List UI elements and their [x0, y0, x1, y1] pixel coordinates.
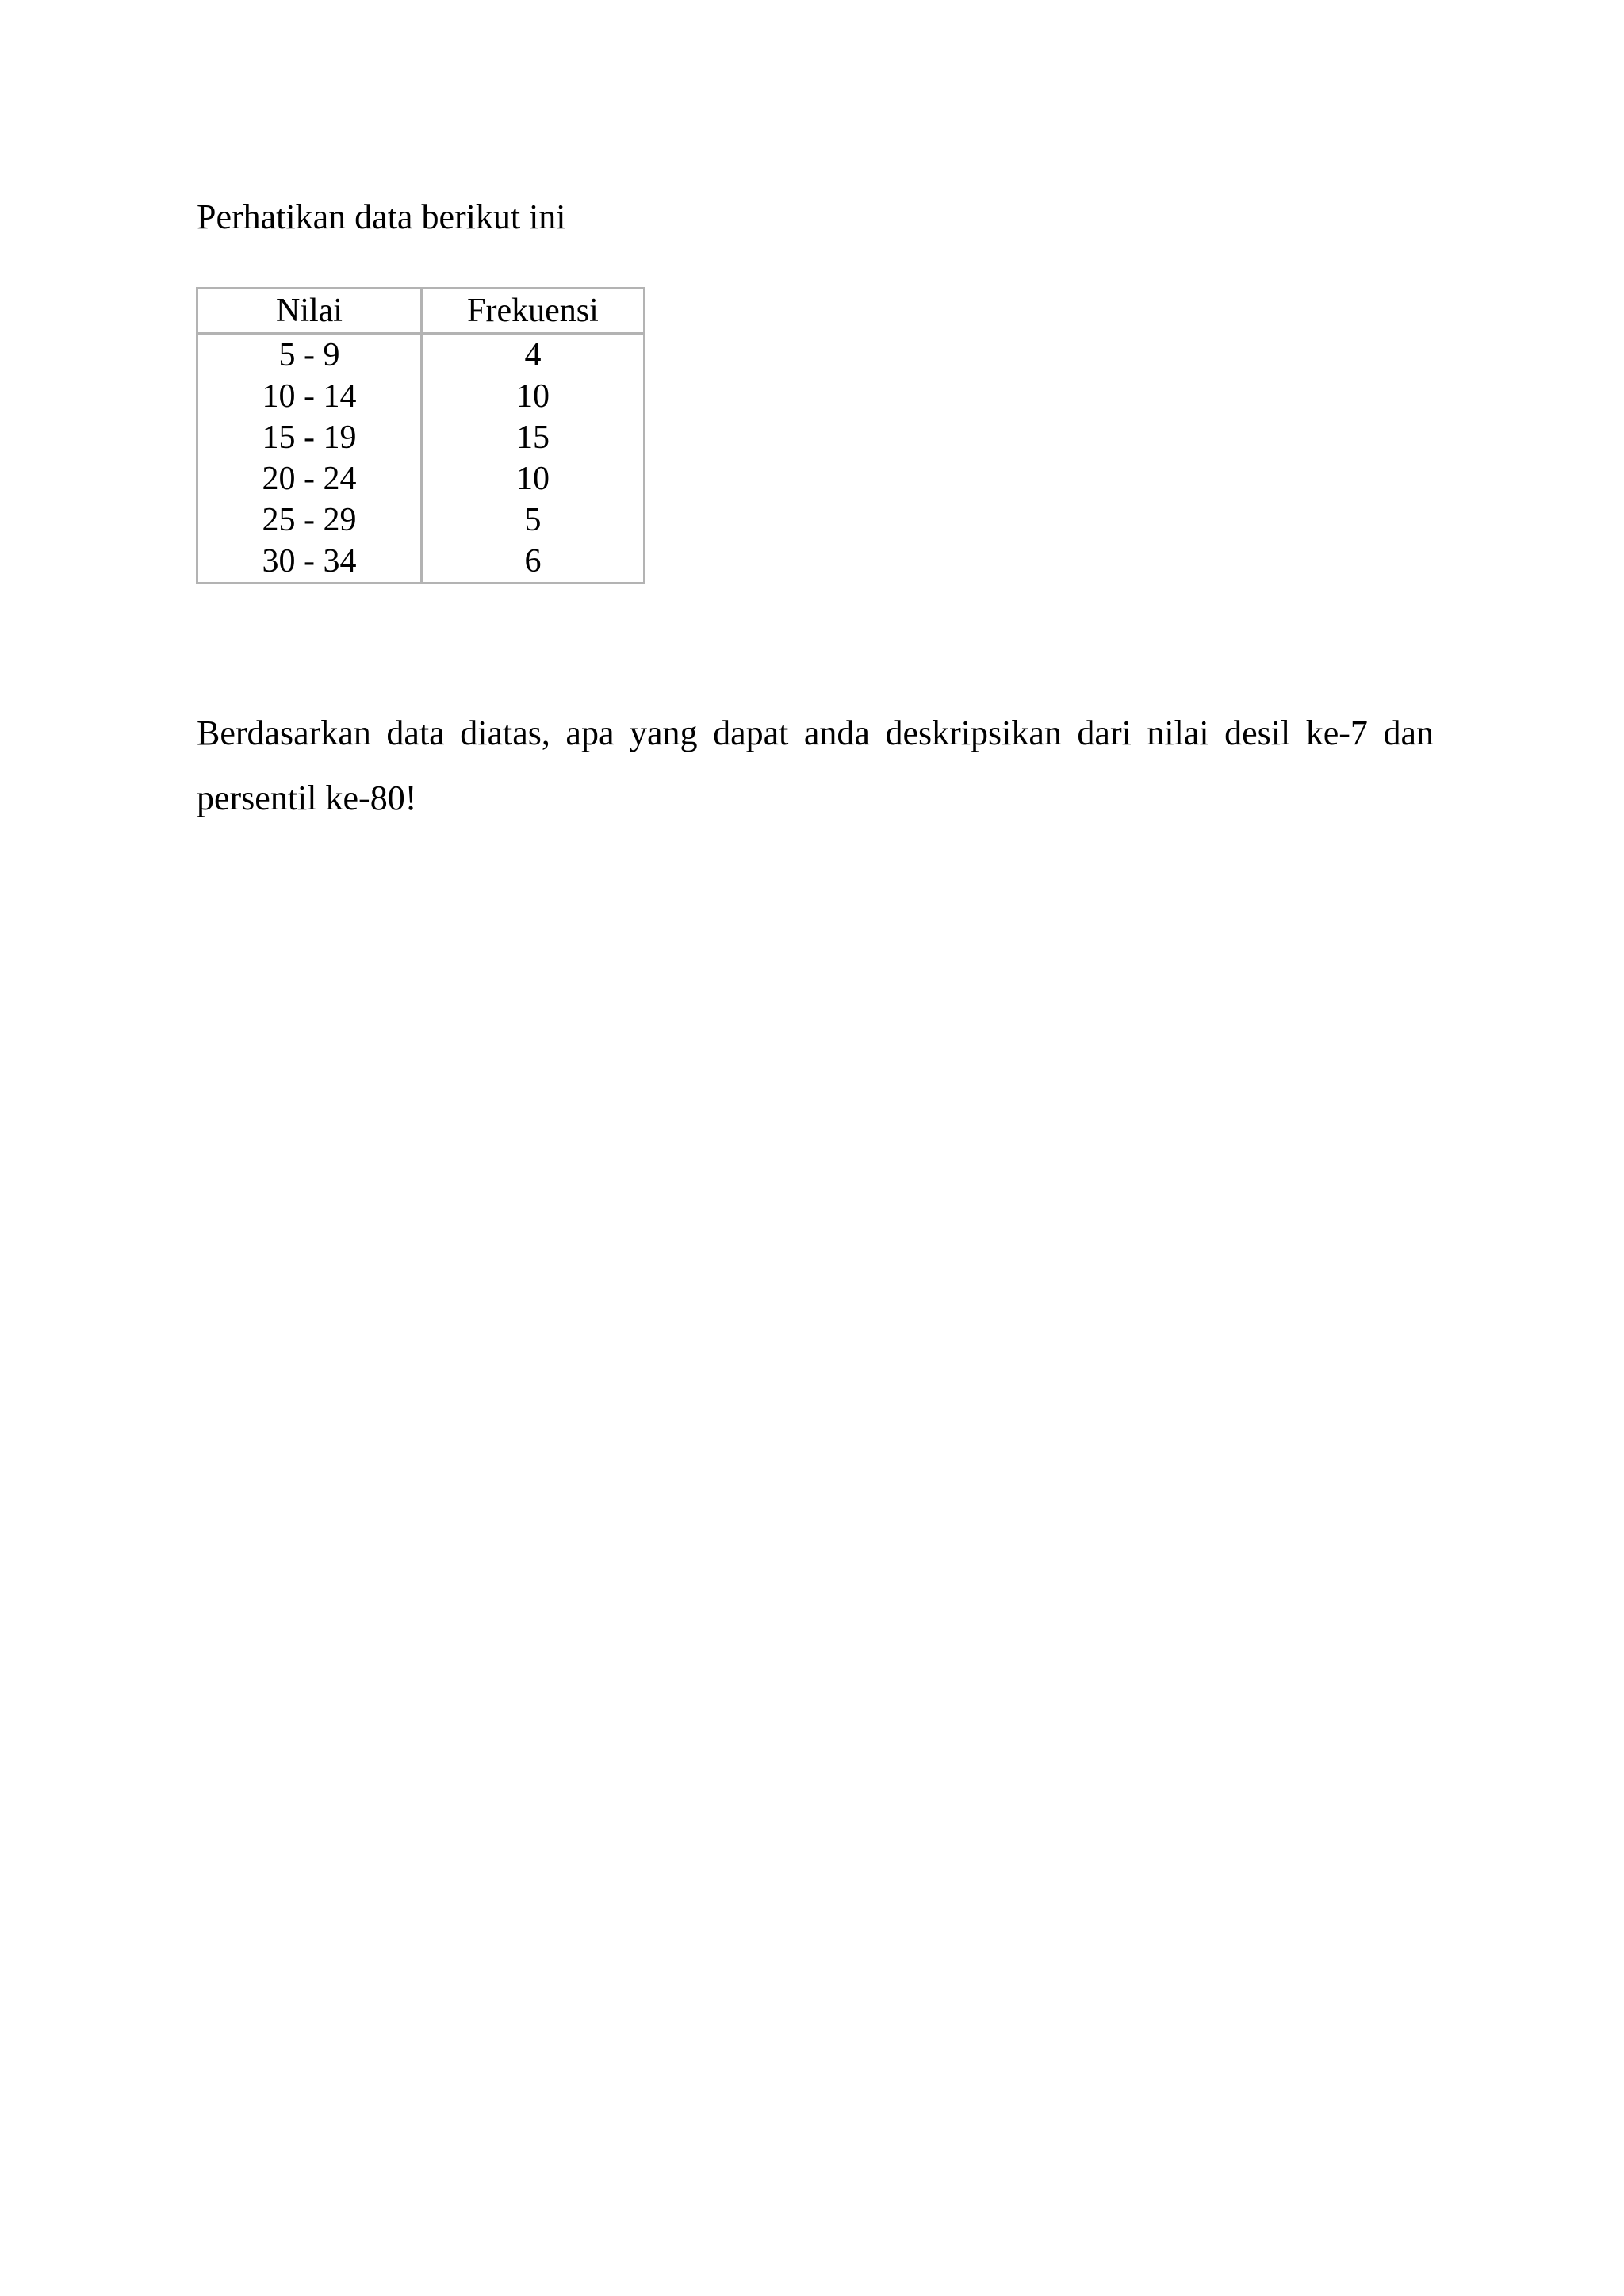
cell-nilai: 20 - 24: [262, 461, 357, 497]
table-row: [197, 541, 645, 584]
cell-nilai: 25 - 29: [262, 502, 357, 538]
table-row: [197, 376, 645, 417]
frequency-table: [196, 287, 645, 584]
header-frekuensi: Frekuensi: [422, 289, 645, 334]
cell-frekuensi: 15: [422, 417, 645, 458]
intro-text: Perhatikan data berikut ini: [197, 197, 566, 236]
cell-frekuensi: 6: [422, 541, 645, 584]
table-row: [197, 334, 645, 377]
table-row: [197, 458, 645, 499]
question-text: Berdasarkan data diatas, apa yang dapat anda deskripsikan dari nilai desil ke-7 dan persentil ke-80!: [197, 714, 1434, 817]
header-nilai: Nilai: [197, 289, 422, 334]
table-header-row: [197, 289, 645, 334]
cell-frekuensi: 10: [422, 376, 645, 417]
cell-frekuensi: 4: [422, 334, 645, 377]
cell-nilai: 10 - 14: [262, 378, 357, 415]
cell-frekuensi: 5: [422, 499, 645, 541]
table-row: [197, 417, 645, 458]
cell-nilai: 15 - 19: [262, 419, 357, 456]
cell-nilai: 5 - 9: [278, 337, 340, 373]
table-row: [197, 499, 645, 541]
cell-frekuensi: 10: [422, 458, 645, 499]
cell-nilai: 30 - 34: [262, 543, 357, 580]
